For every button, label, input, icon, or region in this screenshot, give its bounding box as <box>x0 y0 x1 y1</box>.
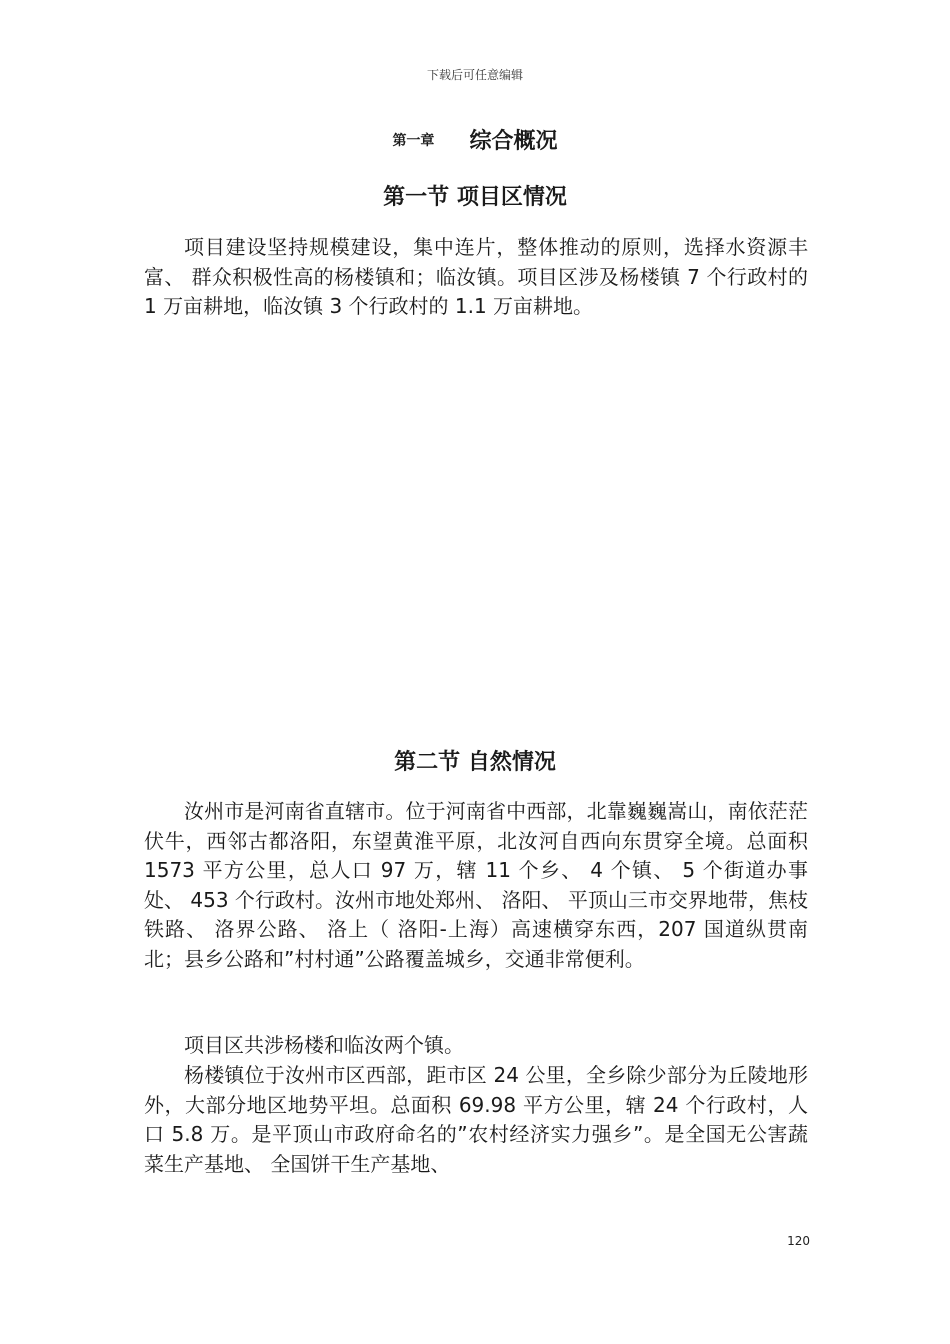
page-number: 120 <box>787 1234 810 1248</box>
chapter-title: 综合概况 <box>469 129 558 154</box>
header-note: 下载后可任意编辑 <box>426 68 523 82</box>
section1-paragraph: 项目建设坚持规模建设，集中连片，整体推动的原则，选择水资源丰富、 群众积极性高的杨楼镇和；临汝镇。项目区涉及杨楼镇 7 个行政村的 1 万亩耕地，临汝镇 3 个行政村的 1.1 万亩耕地。 <box>144 235 808 318</box>
chapter-heading <box>0 124 950 155</box>
section-title-2: 第二节 自然情况 <box>394 750 556 775</box>
chapter-label: 第一章 <box>392 132 435 149</box>
section2-paragraph-3: 杨楼镇位于汝州市区西部，距市区 24 公里，全乡除少部分为丘陵地形外，大部分地区地势平坦。总面积 69.98 平方公里，辖 24 个行政村，人口 5.8 万。是平顶山市政府命名的”农村经济实力强乡”。是全国无公害蔬菜生产基地、 全国饼干生产基地、 <box>144 1063 808 1176</box>
section-title-1: 第一节 项目区情况 <box>383 185 567 210</box>
section2-paragraph-1: 汝州市是河南省直辖市。位于河南省中西部，北靠巍巍嵩山，南依茫茫伏牛，西邻古都洛阳，东望黄淮平原，北汝河自西向东贯穿全境。总面积 1573 平方公里，总人口 97 万，辖 11 个乡、 4 个镇、 5 个街道办事处、 453 个行政村。汝州市地处郑州、 洛阳、 平顶山三市交界地带，焦枝铁路、 洛界公路、 洛上（ 洛阳-上海）高速横穿东西，207 国道纵贯南北；县乡公路和”村村通”公路覆盖城乡，交通非常便利。 <box>144 799 808 971</box>
section2-paragraph-2: 项目区共涉杨楼和临汝两个镇。 <box>184 1033 464 1057</box>
